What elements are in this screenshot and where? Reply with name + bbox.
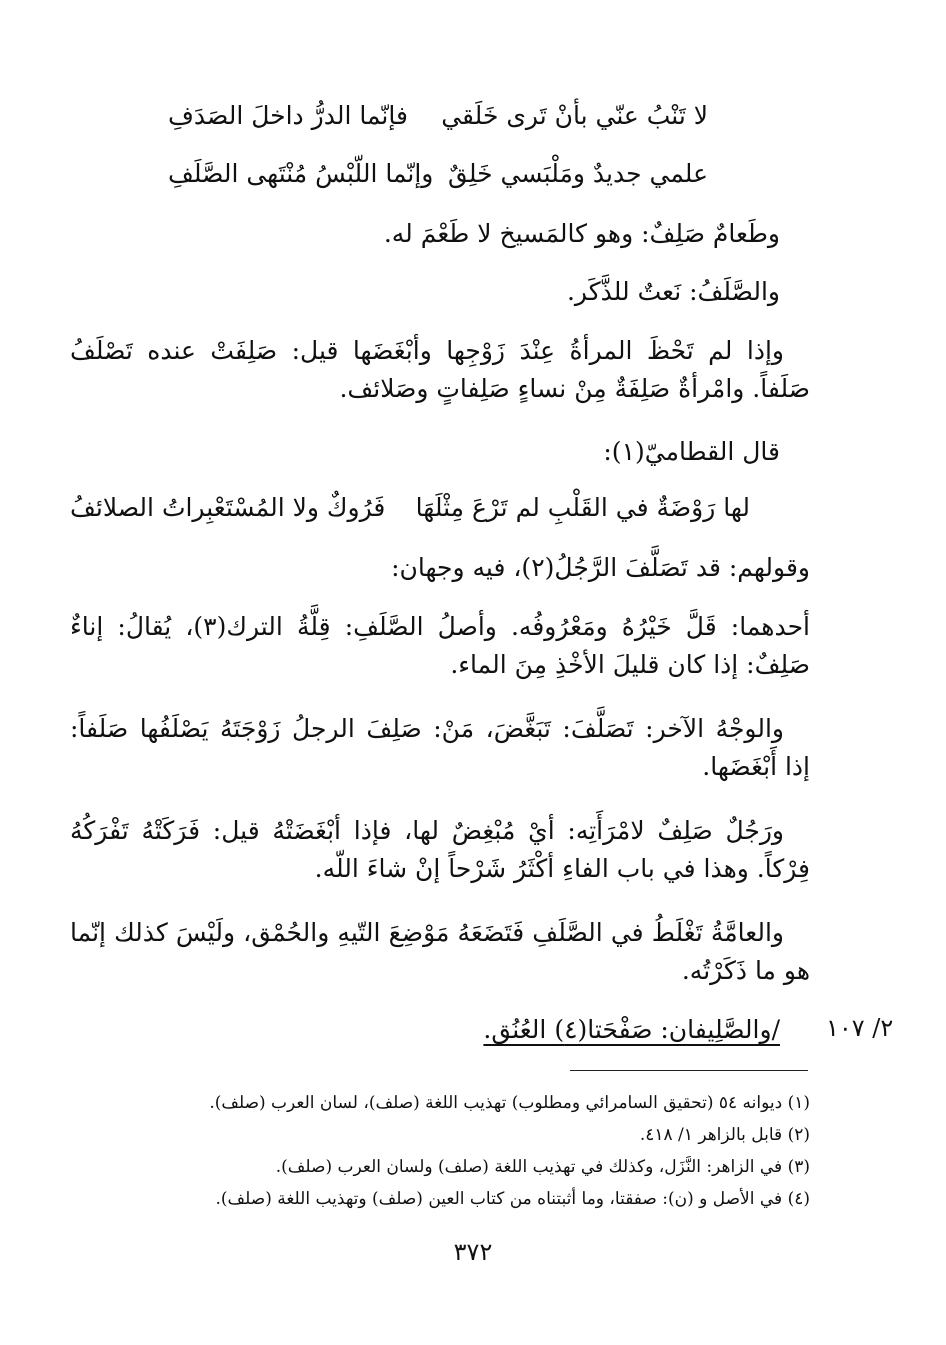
- verse-line-3: [70, 490, 750, 526]
- paragraph-2: [70, 608, 810, 684]
- paragraph-5: [70, 914, 810, 990]
- footnote-4: (٤) في الأصل و (ن): صفقتا، وما أثبتناه من كتاب العين (صلف) وتهذيب اللغة (صلف).: [215, 1189, 810, 1209]
- paragraph-1: [70, 332, 810, 408]
- paragraph-2-text: أحدهما: قَلَّ خَيْرُهُ ومَعْرُوفُه. وأصلُ الصَّلَفِ: قِلَّةُ الترك(٣)، يُقالُ: إناءٌ صَلِفٌ: إذا كان قليلَ الأخْذِ مِنَ الماء.: [70, 612, 810, 679]
- paragraph-1-text: وإذا لم تَحْظَ المرأةُ عِنْدَ زَوْجِها وأبْغَضَها قيل: صَلِفَتْ عنده تَصْلَفُ صَلَفاً. وامْرأةٌ صَلِفَةٌ مِنْ نساءٍ صَلِفاتٍ وصَلائف.: [70, 336, 810, 403]
- paragraph-3-text: والوجْهُ الآخر: تَصَلَّفَ: تَبَغَّضَ، مَنْ: صَلِفَ الرجلُ زَوْجَتَهُ يَصْلَفُها صَلَفاً: إذا أَبْغَضَها.: [70, 714, 810, 781]
- page-number: ٣٧٢: [453, 1238, 493, 1266]
- verse-hemistich-right: علمي جديدٌ ومَلْبَسي خَلِقٌ: [448, 159, 708, 188]
- verse-hemistich-left: فإنّما الدرُّ داخلَ الصَدَفِ: [168, 101, 408, 130]
- footnote-3: (٣) في الزاهر: النَّزَل، وكذلك في تهذيب اللغة (صلف) ولسان العرب (صلف).: [275, 1157, 810, 1177]
- verse-hemistich-right: لها رَوْضَةٌ في القَلْبِ لم تَرْعَ مِثْلَهَا: [415, 493, 750, 522]
- paragraph-4-text: ورَجُلٌ صَلِفٌ لامْرَأَتِه: أيْ مُبْغِضٌ لها، فإذا أبْغَضَتْهُ قيل: فَرَكَتْهُ تَفْرَكُهُ فِرْكاً. وهذا في باب الفاءِ أكْثَرُ شَرْحاً إنْ شاءَ اللّه.: [70, 816, 810, 883]
- verse-hemistich-left: وإنّما اللّبْسُ مُنْتَهى الصَّلَفِ: [168, 159, 434, 188]
- verse-line-1: [168, 98, 708, 134]
- text-line-taam: وطَعامٌ صَلِفٌ: وهو كالمَسيخ لا طَعْمَ له.: [383, 219, 780, 248]
- text-line-sulaifan: /والصَّلِيفان: صَفْحَتا(٤) العُنُق.: [483, 1015, 780, 1044]
- footnote-1: (١) ديوانه ٥٤ (تحقيق السامرائي ومطلوب) تهذيب اللغة (صلف)، لسان العرب (صلف).: [209, 1093, 810, 1113]
- text-line-qawluhum: وقولهم: قد تَصَلَّفَ الرَّجُلُ(٢)، فيه وجهان:: [391, 553, 810, 582]
- verse-hemistich-right: لا تَنْبُ عنّي بأنْ تَرى خَلَقي: [441, 101, 708, 130]
- margin-reference: ٢/ ١٠٧: [826, 1014, 894, 1042]
- paragraph-3: [70, 710, 810, 786]
- footnote-2: (٢) قابل بالزاهر ١/ ٤١٨.: [639, 1125, 810, 1145]
- text-line-qala: قال القطاميّ(١):: [603, 437, 780, 466]
- verse-hemistich-left: فَرُوكٌ ولا المُسْتَعْبِراتُ الصلائفُ: [70, 493, 386, 522]
- paragraph-5-text: والعامَّةُ تَغْلَطُ في الصَّلَفِ فَتَضَعَهُ مَوْضِعَ التّيهِ والحُمْق، ولَيْسَ كذلك إنّما هو ما ذَكَرْتُه.: [70, 918, 810, 985]
- verse-line-2: [168, 156, 708, 192]
- paragraph-4: [70, 812, 810, 888]
- text-line-naat: والصَّلَفُ: نَعتٌ للذَّكَر.: [566, 277, 780, 306]
- footnote-separator: [570, 1070, 808, 1071]
